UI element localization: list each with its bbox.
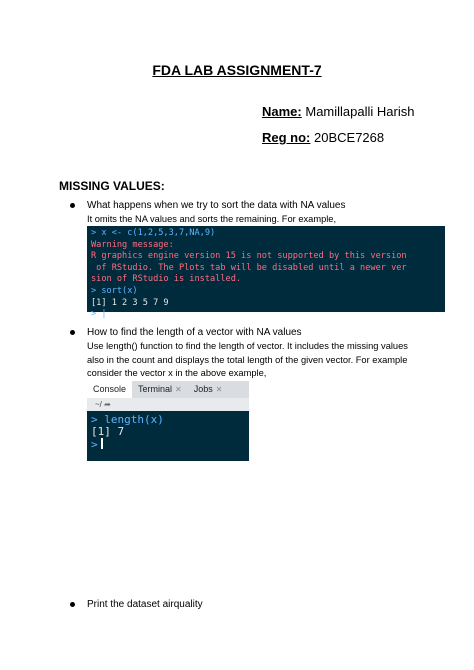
q1-question: What happens when we try to sort the data with NA values: [87, 200, 346, 211]
console-line: Warning message:: [91, 239, 174, 250]
q2-answer-line-2: also in the count and displays the total length of the given vector. For example: [87, 355, 408, 365]
name-line: [262, 104, 414, 119]
tab-jobs[interactable]: [188, 381, 229, 398]
console-tabs: [87, 381, 249, 398]
bullet-dot: [70, 203, 75, 208]
bullet-q3: [70, 598, 450, 611]
console-line: R graphics engine version 15 is not supported by this version: [91, 251, 407, 262]
bullet-q1: [70, 199, 450, 212]
console-line: [1] 1 2 3 5 7 9: [91, 297, 169, 308]
tab-label: Terminal: [138, 384, 173, 394]
bullet-q2: [70, 326, 450, 339]
go-to-directory-icon[interactable]: ➦: [104, 400, 111, 409]
console-command: > length(x): [91, 413, 164, 426]
tab-label: Jobs: [193, 384, 213, 394]
q3-question: Print the dataset airquality: [87, 599, 203, 610]
name-label: Name:: [262, 104, 302, 119]
page-title: FDA LAB ASSIGNMENT-7: [152, 62, 322, 78]
r-console-sort: [87, 226, 445, 320]
console-line: > sort(x): [91, 285, 138, 296]
path-text: ~/: [95, 400, 102, 409]
q1-answer: It omits the NA values and sorts the remaining. For example,: [87, 214, 337, 224]
console-output[interactable]: [87, 411, 249, 454]
bullet-dot: [70, 330, 75, 335]
rstudio-console-panel: [87, 381, 249, 461]
close-icon[interactable]: ✕: [175, 385, 182, 394]
console-result: [1] 7: [91, 425, 125, 438]
name-value: Mamillapalli Harish: [305, 104, 415, 119]
console-line: of RStudio. The Plots tab will be disabled until a newer ver: [91, 262, 407, 273]
close-icon[interactable]: ✕: [215, 385, 223, 394]
console-line: sion of RStudio is installed.: [91, 274, 242, 285]
console-prompt-line: [91, 438, 245, 451]
reg-label: Reg no:: [262, 130, 311, 145]
tab-terminal[interactable]: [132, 381, 188, 398]
working-directory: [87, 398, 249, 411]
console-line: > |: [91, 309, 107, 320]
reg-line: [262, 130, 384, 145]
q2-answer-line-1: Use length() function to find the length of vector. It includes the missing values: [87, 341, 408, 351]
bullet-dot: [70, 602, 75, 607]
q2-answer-line-3: consider the vector x in the above example,: [87, 368, 267, 378]
q2-question: How to find the length of a vector with NA values: [87, 327, 302, 338]
tab-console[interactable]: [87, 381, 132, 398]
tab-label: Console: [93, 384, 127, 394]
text-cursor: [101, 438, 103, 449]
console-prompt: >: [91, 438, 98, 451]
console-line: > x <- c(1,2,5,3,7,NA,9): [91, 228, 216, 238]
reg-value: 20BCE7268: [314, 130, 385, 145]
section-title: MISSING VALUES:: [59, 179, 165, 193]
